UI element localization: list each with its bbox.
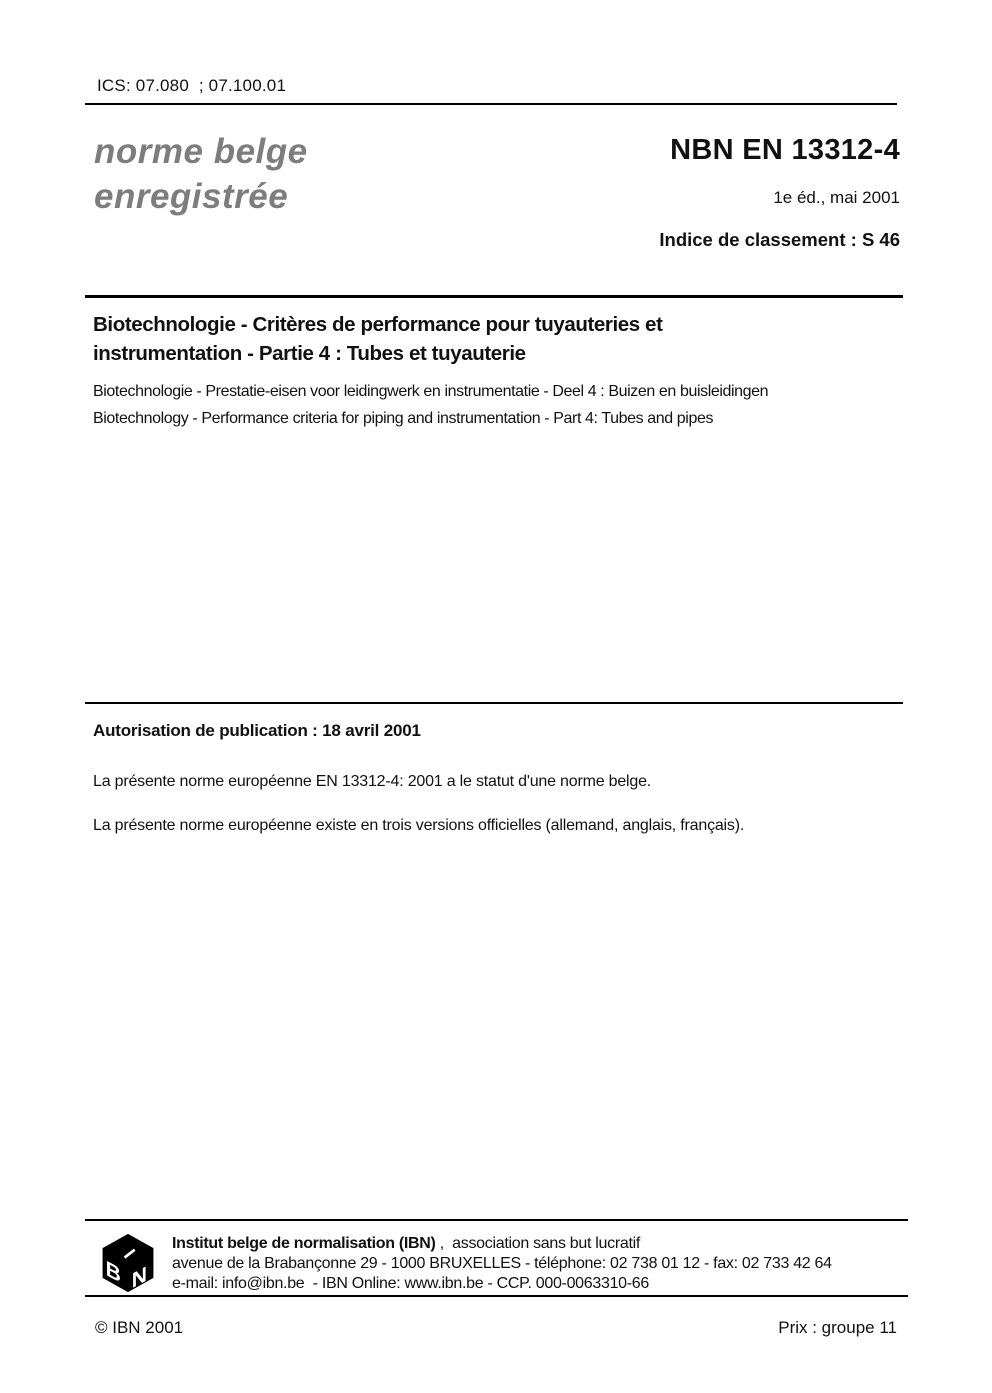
classification-index: Indice de classement : S 46	[659, 229, 900, 250]
publisher-block	[172, 1234, 832, 1294]
publisher-name-suffix: , association sans but lucratif	[435, 1235, 641, 1252]
ics-code: ICS: 07.080 ; 07.100.01	[97, 76, 287, 95]
title-dutch: Biotechnologie - Prestatie-eisen voor leidingwerk en instrumentatie - Deel 4 : Buizen en buisleidingen	[93, 383, 769, 400]
title-french	[93, 311, 663, 368]
versions-paragraph: La présente norme européenne existe en trois versions officielles (allemand, anglais, français).	[93, 817, 745, 834]
title-english: Biotechnology - Performance criteria for piping and instrumentation - Part 4: Tubes and pipes	[93, 410, 714, 427]
title-divider	[85, 295, 903, 298]
publisher-contact: e-mail: info@ibn.be - IBN Online: www.ibn.be - CCP. 000-0063310-66	[172, 1275, 649, 1292]
footer-bottom-divider	[85, 1295, 908, 1297]
publisher-name: Institut belge de normalisation (IBN)	[172, 1235, 436, 1252]
document-type-line2: enregistrée	[94, 177, 289, 216]
publisher-name-line	[172, 1234, 832, 1254]
price-group: Prix : groupe 11	[778, 1318, 897, 1337]
status-paragraph: La présente norme européenne EN 13312-4: 2001 a le statut d'une norme belge.	[93, 773, 652, 790]
publication-authorization: Autorisation de publication : 18 avril 2001	[93, 721, 421, 740]
header-divider	[85, 103, 897, 105]
footer-top-divider	[85, 1219, 908, 1221]
document-type-line1: norme belge	[94, 132, 308, 171]
title-french-line2: instrumentation - Partie 4 : Tubes et tuyauterie	[93, 341, 526, 365]
ibn-cube-logo-icon	[97, 1232, 159, 1294]
copyright-notice: © IBN 2001	[95, 1318, 184, 1337]
title-translations	[93, 378, 768, 432]
publisher-address: avenue de la Brabançonne 29 - 1000 BRUXELLES - téléphone: 02 738 01 12 - fax: 02 733 42 64	[172, 1255, 832, 1272]
logo-letter-i: I	[119, 1245, 140, 1263]
logo-letter-n: N	[131, 1261, 147, 1294]
document-type-label	[94, 129, 308, 219]
document-number: NBN EN 13312-4	[670, 134, 900, 166]
title-french-line1: Biotechnologie - Critères de performance pour tuyauteries et	[93, 313, 663, 336]
logo-letter-b: B	[105, 1256, 121, 1288]
authorization-divider	[85, 702, 903, 704]
edition-date: 1e éd., mai 2001	[773, 188, 900, 207]
